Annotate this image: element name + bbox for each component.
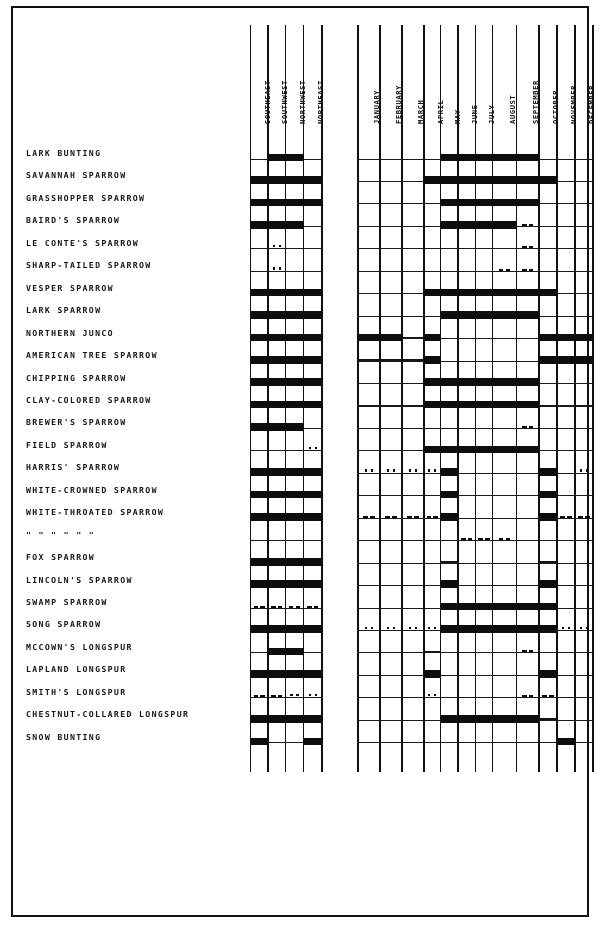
- occurrence-bar-solid: [251, 491, 323, 499]
- month-header-august: AUGUST: [507, 94, 517, 124]
- occurrence-bar-solid: [251, 513, 323, 521]
- occurrence-bar-solid: [251, 311, 323, 319]
- occurrence-bar-solid: [441, 491, 459, 499]
- occurrence-bar-solid: [441, 154, 540, 162]
- species-label: SNOW BUNTING: [26, 731, 102, 742]
- occurrence-mark-dashed: [529, 695, 533, 697]
- occurrence-mark-dashed: [506, 269, 510, 271]
- occurrence-mark-dashed: [414, 516, 418, 518]
- occurrence-mark-dashed: [529, 246, 533, 248]
- species-label: SHARP-TAILED SPARROW: [26, 260, 152, 271]
- occurrence-mark-dashed: [522, 426, 526, 428]
- occurrence-mark-dashed: [549, 695, 553, 697]
- species-label: FOX SPARROW: [26, 552, 96, 563]
- occurrence-mark-dashed: [271, 695, 275, 697]
- species-label: GRASSHOPPER SPARROW: [26, 192, 146, 203]
- species-label: SMITH'S LONGSPUR: [26, 686, 127, 697]
- occurrence-bar-solid: [424, 289, 557, 297]
- occurrence-mark-dashed: [560, 516, 564, 518]
- region-header-northeast: NORTHEAST: [316, 80, 326, 124]
- occurrence-mark-dotted: [393, 469, 395, 471]
- occurrence-mark-dashed: [278, 606, 282, 608]
- occurrence-bar-thin: [441, 561, 459, 562]
- column-rule: [401, 25, 403, 772]
- occurrence-bar-solid: [251, 738, 269, 746]
- occurrence-mark-dotted: [393, 627, 395, 629]
- occurrence-bar-solid: [441, 513, 459, 521]
- occurrence-mark-dotted: [586, 627, 588, 629]
- occurrence-bar-solid: [441, 199, 540, 207]
- occurrence-mark-dashed: [254, 606, 258, 608]
- species-label: BREWER'S SPARROW: [26, 417, 127, 428]
- occurrence-mark-dotted: [434, 469, 436, 471]
- occurrence-mark-dashed: [433, 516, 437, 518]
- occurrence-mark-dashed: [392, 516, 396, 518]
- occurrence-bar-solid: [304, 738, 323, 746]
- occurrence-mark-dashed: [289, 606, 293, 608]
- month-header-may: MAY: [452, 109, 462, 124]
- occurrence-mark-dashed: [578, 516, 582, 518]
- month-header-april: APRIL: [435, 99, 445, 124]
- occurrence-bar-solid: [251, 468, 323, 476]
- occurrence-bar-solid: [424, 401, 539, 409]
- occurrence-bar-solid: [251, 401, 323, 409]
- occurrence-bar-solid: [441, 603, 558, 611]
- occurrence-bar-solid: [251, 356, 323, 364]
- occurrence-mark-dashed: [468, 538, 472, 540]
- occurrence-mark-dotted: [315, 447, 317, 449]
- occurrence-bar-thin: [358, 359, 424, 360]
- region-header-southeast: SOUTHEAST: [262, 80, 272, 124]
- row-rule: [251, 608, 323, 609]
- occurrence-mark-dashed: [522, 695, 526, 697]
- occurrence-mark-dashed: [370, 516, 374, 518]
- occurrence-mark-dotted: [309, 447, 311, 449]
- occurrence-bar-thin: [539, 718, 557, 719]
- column-rule: [556, 25, 558, 772]
- occurrence-mark-dotted: [415, 469, 417, 471]
- occurrence-bar-solid: [251, 176, 323, 184]
- occurrence-mark-dashed: [499, 269, 503, 271]
- species-label: MCCOWN'S LONGSPUR: [26, 641, 133, 652]
- occurrence-bar-solid: [251, 580, 323, 588]
- species-label: AMERICAN TREE SPARROW: [26, 350, 158, 361]
- occurrence-mark-dashed: [585, 516, 589, 518]
- occurrence-bar-solid: [539, 513, 557, 521]
- occurrence-mark-dashed: [522, 650, 526, 652]
- row-rule: [251, 540, 323, 541]
- species-label: NORTHERN JUNCO: [26, 327, 114, 338]
- occurrence-mark-dashed: [506, 538, 510, 540]
- row-rule: [358, 495, 593, 496]
- occurrence-mark-dashed: [542, 695, 546, 697]
- occurrence-mark-dashed: [314, 606, 318, 608]
- row-rule: [358, 518, 593, 519]
- month-header-june: JUNE: [470, 104, 480, 124]
- occurrence-mark-dotted: [434, 694, 436, 696]
- occurrence-mark-dashed: [522, 246, 526, 248]
- occurrence-bar-solid: [268, 154, 304, 162]
- occurrence-mark-dashed: [529, 650, 533, 652]
- occurrence-bar-solid: [441, 311, 540, 319]
- species-label: CLAY-COLORED SPARROW: [26, 394, 152, 405]
- occurrence-mark-dotted: [387, 627, 389, 629]
- column-rule: [440, 25, 442, 772]
- occurrence-mark-dotted: [273, 245, 275, 247]
- occurrence-mark-dashed: [529, 426, 533, 428]
- occurrence-mark-dotted: [580, 469, 582, 471]
- occurrence-mark-dashed: [254, 695, 258, 697]
- species-label: VESPER SPARROW: [26, 282, 114, 293]
- occurrence-mark-dashed: [385, 516, 389, 518]
- occurrence-mark-dashed: [407, 516, 411, 518]
- occurrence-mark-dashed: [478, 538, 482, 540]
- month-header-september: SEPTEMBER: [531, 80, 541, 124]
- occurrence-bar-solid: [557, 738, 575, 746]
- occurrence-mark-dashed: [296, 606, 300, 608]
- occurrence-bar-solid: [251, 715, 323, 723]
- species-label: SAVANNAH SPARROW: [26, 170, 127, 181]
- occurrence-bar-solid: [539, 334, 593, 342]
- occurrence-mark-dotted: [315, 694, 317, 696]
- occurrence-bar-solid: [251, 221, 304, 229]
- occurrence-mark-dotted: [387, 469, 389, 471]
- occurrence-bar-solid: [539, 468, 557, 476]
- occurrence-bar-solid: [251, 289, 323, 297]
- row-rule: [358, 428, 593, 429]
- region-header-northwest: NORTHWEST: [297, 80, 307, 124]
- species-label: CHESTNUT-COLLARED LONGSPUR: [26, 709, 190, 720]
- row-rule: [358, 248, 593, 249]
- species-label: LE CONTE'S SPARROW: [26, 237, 140, 248]
- month-header-february: FEBRUARY: [394, 84, 404, 124]
- occurrence-mark-dotted: [562, 627, 564, 629]
- occurrence-bar-solid: [424, 446, 539, 454]
- occurrence-bar-solid: [441, 580, 459, 588]
- occurrence-bar-solid: [251, 670, 323, 678]
- row-rule: [358, 540, 593, 541]
- occurrence-mark-dotted: [415, 627, 417, 629]
- month-header-december: DECEMBER: [587, 84, 597, 124]
- species-label: WHITE-CROWNED SPARROW: [26, 484, 158, 495]
- row-rule: [358, 585, 593, 586]
- occurrence-mark-dashed: [567, 516, 571, 518]
- occurrence-bar-solid: [539, 670, 557, 678]
- species-label: FIELD SPARROW: [26, 439, 108, 450]
- month-header-july: JULY: [487, 104, 497, 124]
- column-rule: [267, 25, 269, 772]
- column-rule: [285, 25, 287, 772]
- occurrence-bar-solid: [268, 648, 304, 656]
- occurrence-mark-dotted: [371, 627, 373, 629]
- occurrence-bar-solid: [424, 378, 539, 386]
- occurrence-mark-dotted: [568, 627, 570, 629]
- species-label: LAPLAND LONGSPUR: [26, 664, 127, 675]
- row-rule: [251, 271, 323, 272]
- month-header-january: JANUARY: [372, 89, 382, 124]
- occurrence-bar-solid: [441, 625, 558, 633]
- occurrence-bar-solid: [251, 625, 323, 633]
- row-rule: [251, 450, 323, 451]
- column-rule: [303, 25, 305, 772]
- occurrence-mark-dotted: [409, 627, 411, 629]
- row-rule: [251, 697, 323, 698]
- occurrence-bar-solid: [441, 468, 459, 476]
- column-rule: [475, 25, 477, 772]
- column-rule: [516, 25, 518, 772]
- occurrence-mark-dotted: [279, 267, 281, 269]
- occurrence-bar-solid: [539, 491, 557, 499]
- occurrence-mark-dashed: [260, 606, 264, 608]
- species-label: WHITE-THROATED SPARROW: [26, 507, 165, 518]
- occurrence-bar-solid: [251, 378, 323, 386]
- row-rule: [358, 271, 593, 272]
- occurrence-mark-dashed: [529, 224, 533, 226]
- occurrence-mark-dashed: [427, 516, 431, 518]
- occurrence-mark-dotted: [434, 627, 436, 629]
- occurrence-mark-dotted: [371, 469, 373, 471]
- occurrence-mark-dashed: [307, 606, 311, 608]
- occurrence-mark-dashed: [499, 538, 503, 540]
- occurrence-mark-dashed: [260, 695, 264, 697]
- occurrence-mark-dotted: [428, 627, 430, 629]
- occurrence-bar-solid: [424, 670, 441, 678]
- row-rule: [358, 697, 593, 698]
- row-rule: [358, 473, 593, 474]
- occurrence-bar-thin: [424, 651, 441, 652]
- occurrence-bar-solid: [251, 334, 323, 342]
- occurrence-bar-solid: [251, 423, 304, 431]
- occurrence-mark-dotted: [580, 627, 582, 629]
- occurrence-bar-solid: [424, 334, 441, 342]
- occurrence-mark-dashed: [522, 269, 526, 271]
- occurrence-bar-solid: [539, 580, 557, 588]
- occurrence-bar-solid: [441, 221, 517, 229]
- occurrence-bar-solid: [358, 334, 402, 342]
- occurrence-mark-dotted: [365, 469, 367, 471]
- column-rule: [538, 25, 540, 772]
- occurrence-mark-dashed: [363, 516, 367, 518]
- column-rule: [250, 25, 252, 772]
- column-rule: [357, 25, 359, 772]
- species-label: CHIPPING SPARROW: [26, 372, 127, 383]
- occurrence-mark-dotted: [279, 245, 281, 247]
- region-header-southwest: SOUTHWEST: [280, 80, 290, 124]
- occurrence-mark-dashed: [485, 538, 489, 540]
- occurrence-mark-dotted: [409, 469, 411, 471]
- occurrence-mark-dashed: [278, 695, 282, 697]
- occurrence-mark-dashed: [522, 224, 526, 226]
- occurrence-bar-solid: [424, 176, 557, 184]
- column-rule: [423, 25, 425, 772]
- species-label: LINCOLN'S SPARROW: [26, 574, 133, 585]
- row-rule: [251, 248, 323, 249]
- species-label: SWAMP SPARROW: [26, 597, 108, 607]
- occurrence-bar-solid: [251, 199, 323, 207]
- occurrence-bar-solid: [539, 356, 593, 364]
- occurrence-bar-solid: [251, 558, 323, 566]
- occurrence-mark-dashed: [529, 269, 533, 271]
- occurrence-bar-solid: [441, 715, 540, 723]
- occurrence-bar-solid: [424, 356, 441, 364]
- occurrence-mark-dotted: [428, 694, 430, 696]
- occurrence-bar-thin: [539, 561, 557, 562]
- row-rule: [358, 563, 593, 564]
- occurrence-mark-dashed: [271, 606, 275, 608]
- column-rule: [457, 25, 459, 772]
- column-rule: [379, 25, 381, 772]
- occurrence-bar-thin: [402, 337, 424, 338]
- species-label: SONG SPARROW: [26, 619, 102, 630]
- month-header-march: MARCH: [416, 99, 426, 124]
- month-header-november: NOVEMBER: [569, 84, 579, 124]
- month-header-october: OCTOBER: [551, 89, 561, 124]
- occurrence-mark-dotted: [273, 267, 275, 269]
- row-rule: [358, 675, 593, 676]
- occurrence-mark-dotted: [586, 469, 588, 471]
- occurrence-mark-dotted: [365, 627, 367, 629]
- species-label: LARK SPARROW: [26, 305, 102, 316]
- column-rule: [592, 25, 594, 772]
- occurrence-mark-dashed: [461, 538, 465, 540]
- occurrence-mark-dotted: [428, 469, 430, 471]
- column-rule: [321, 25, 323, 772]
- occurrence-mark-dotted: [296, 694, 298, 696]
- occurrence-mark-dotted: [290, 694, 292, 696]
- species-label: LARK BUNTING: [26, 148, 102, 158]
- species-label: BAIRD'S SPARROW: [26, 215, 121, 226]
- column-rule: [492, 25, 494, 772]
- row-rule: [358, 652, 593, 653]
- species-label: HARRIS' SPARROW: [26, 462, 121, 473]
- column-rule: [574, 25, 576, 772]
- occurrence-mark-dotted: [309, 694, 311, 696]
- species-label: " " " " " ": [26, 529, 96, 540]
